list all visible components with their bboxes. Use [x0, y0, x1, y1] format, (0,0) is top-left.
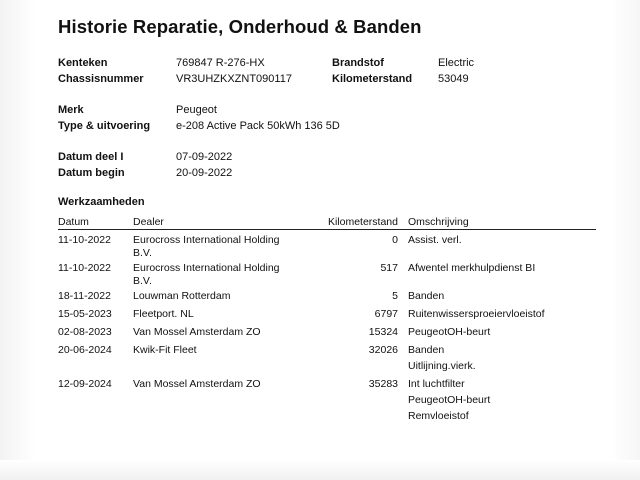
- row-date: 20-06-2024: [58, 344, 112, 356]
- work-table: [58, 213, 596, 427]
- row-dealer: Eurocross International Holding B.V.: [133, 262, 280, 287]
- page-edge-left: [0, 0, 36, 480]
- desc-line: Banden: [408, 344, 445, 356]
- row-desc: [408, 343, 596, 377]
- header-km: Kilometerstand: [298, 213, 408, 230]
- row-date: 15-05-2023: [58, 308, 112, 320]
- desc-line: Uitlijning.vierk.: [408, 360, 476, 372]
- row-desc: [408, 307, 596, 325]
- row-date: 18-11-2022: [58, 290, 111, 302]
- desc-line: Afwentel merkhulpdienst BI: [408, 262, 536, 274]
- header-date: Datum: [58, 213, 133, 230]
- row-dealer: Eurocross International Holding B.V.: [133, 234, 280, 259]
- kenteken-label: Kenteken: [58, 57, 108, 69]
- kilometerstand-label: Kilometerstand: [332, 73, 413, 85]
- row-desc: [408, 325, 596, 343]
- kenteken-value: 769847 R-276-HX: [176, 57, 265, 69]
- desc-line: Assist. verl.: [408, 234, 462, 246]
- row-dealer: Louwman Rotterdam: [133, 290, 231, 302]
- desc-line: Int luchtfilter: [408, 378, 465, 390]
- type-label: Type & uitvoering: [58, 120, 151, 132]
- page-edge-bottom: [0, 460, 640, 480]
- chassis-label: Chassisnummer: [58, 73, 144, 85]
- datum-deel-value: 07-09-2022: [176, 151, 233, 163]
- merk-label: Merk: [58, 104, 84, 116]
- desc-line: Banden: [408, 290, 445, 302]
- kilometerstand-value: 53049: [438, 73, 469, 85]
- merk-value: Peugeot: [176, 104, 217, 116]
- row-dealer: Fleetport. NL: [133, 308, 194, 320]
- row-km: 5: [392, 290, 398, 302]
- table-row: [58, 307, 596, 325]
- desc-line: Ruitenwissersproeiervloeistof: [408, 308, 545, 320]
- row-dealer: Van Mossel Amsterdam ZO: [133, 378, 261, 390]
- row-date: 11-10-2022: [58, 234, 111, 246]
- row-km: 32026: [368, 344, 398, 356]
- row-km: 35283: [368, 378, 398, 390]
- row-dealer: Kwik-Fit Fleet: [133, 344, 197, 356]
- header-desc: Omschrijving: [408, 213, 596, 230]
- row-km: 15324: [368, 326, 398, 338]
- row-km: 517: [380, 262, 398, 274]
- datum-begin-value: 20-09-2022: [176, 167, 233, 179]
- werkzaamheden-title: Werkzaamheden: [58, 196, 145, 208]
- datum-begin-label: Datum begin: [58, 167, 125, 179]
- row-desc: [408, 289, 596, 307]
- brandstof-value: Electric: [438, 57, 475, 69]
- header-dealer: Dealer: [133, 213, 298, 230]
- table-row: [58, 325, 596, 343]
- row-date: 11-10-2022: [58, 262, 111, 274]
- table-row: [58, 289, 596, 307]
- table-row: [58, 261, 596, 289]
- row-date: 12-09-2024: [58, 378, 112, 390]
- datum-deel-label: Datum deel I: [58, 151, 124, 163]
- row-km: 0: [392, 234, 398, 246]
- type-value: e-208 Active Pack 50kWh 136 5D: [176, 120, 340, 132]
- row-desc: [408, 377, 596, 427]
- table-row: [58, 377, 596, 427]
- chassis-value: VR3UHZKXZNT090117: [176, 73, 292, 85]
- page-edge-right: [610, 0, 640, 480]
- row-dealer: Van Mossel Amsterdam ZO: [133, 326, 261, 338]
- table-row: [58, 343, 596, 377]
- desc-line: Remvloeistof: [408, 410, 469, 422]
- brandstof-label: Brandstof: [332, 57, 384, 69]
- table-header-row: [58, 213, 596, 230]
- page-title: Historie Reparatie, Onderhoud & Banden: [58, 16, 422, 37]
- row-km: 6797: [374, 308, 398, 320]
- row-date: 02-08-2023: [58, 326, 112, 338]
- row-desc: [408, 230, 596, 262]
- desc-line: PeugeotOH-beurt: [408, 394, 491, 406]
- row-desc: [408, 261, 596, 289]
- table-row: [58, 230, 596, 262]
- desc-line: PeugeotOH-beurt: [408, 326, 491, 338]
